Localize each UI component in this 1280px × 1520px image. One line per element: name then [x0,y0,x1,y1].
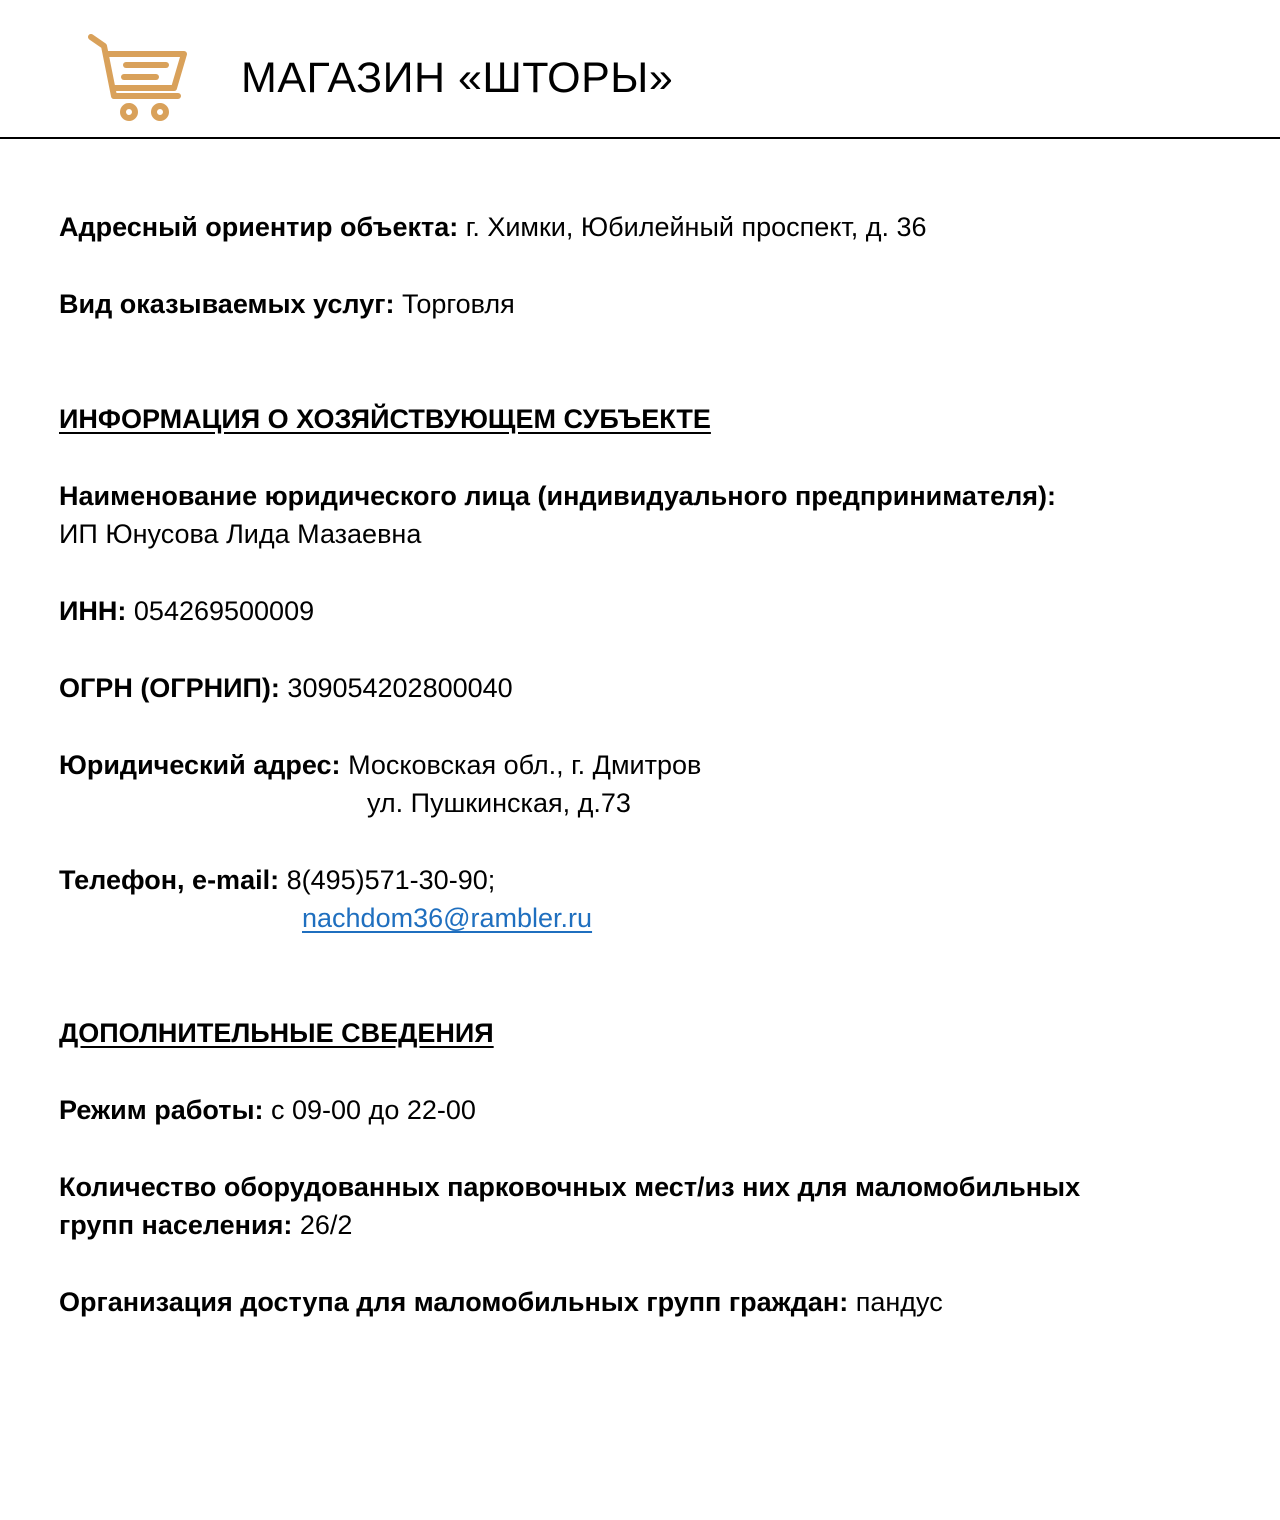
additional-section-heading: ДОПОЛНИТЕЛЬНЫЕ СВЕДЕНИЯ [59,1018,494,1048]
contact-label: Телефон, e-mail: [59,865,280,895]
object-address-row [59,208,927,246]
entity-section-heading: ИНФОРМАЦИЯ О ХОЗЯЙСТВУЮЩЕМ СУБЪЕКТЕ [59,404,711,434]
parking-label-line2: групп населения: [59,1210,293,1240]
object-address-value: г. Химки, Юбилейный проспект, д. 36 [458,212,927,242]
ogrn-value: 309054202800040 [279,673,513,703]
page-title: МАГАЗИН «ШТОРЫ» [241,54,674,102]
hours-row [59,1091,476,1129]
contact-row [59,861,495,899]
legal-address-row [59,746,701,784]
inn-row [59,592,314,630]
legal-address-line1: Московская обл., г. Дмитров [340,750,702,780]
inn-label: ИНН: [59,596,127,626]
legal-address-label: Юридический адрес: [59,750,341,780]
ogrn-row [59,669,513,707]
legal-address-line2: ул. Пушкинская, д.73 [367,788,631,818]
parking-row [59,1206,352,1244]
hours-label: Режим работы: [59,1095,264,1125]
entity-name-label: Наименование юридического лица (индивидуального предпринимателя): [59,481,1056,511]
access-row [59,1283,943,1321]
access-label: Организация доступа для маломобильных групп граждан: [59,1287,849,1317]
phone-value: 8(495)571-30-90; [279,865,496,895]
shopping-cart-icon [86,32,190,124]
access-value: пандус [848,1287,943,1317]
services-label: Вид оказываемых услуг: [59,289,395,319]
parking-label-line1: Количество оборудованных парковочных мест/из них для маломобильных [59,1172,1081,1202]
inn-value: 054269500009 [126,596,315,626]
hours-value: с 09-00 до 22-00 [263,1095,476,1125]
services-row [59,285,515,323]
email-link[interactable]: nachdom36@rambler.ru [302,903,593,933]
parking-value: 26/2 [292,1210,353,1240]
entity-name-value: ИП Юнусова Лида Мазаевна [59,519,422,549]
services-value: Торговля [394,289,515,319]
object-address-label: Адресный ориентир объекта: [59,212,459,242]
ogrn-label: ОГРН (ОГРНИП): [59,673,280,703]
header [0,0,1280,139]
email-row [302,899,592,937]
